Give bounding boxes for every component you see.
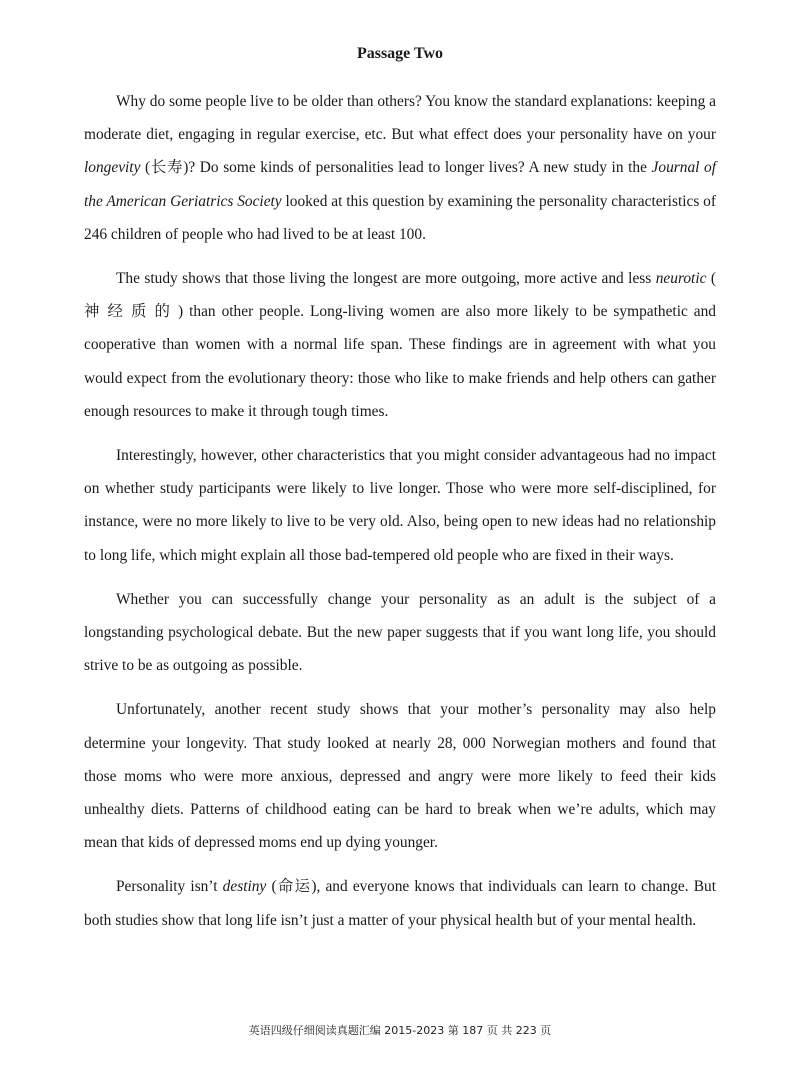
italic-term: neurotic bbox=[655, 270, 707, 288]
paragraph bbox=[84, 870, 716, 936]
passage-body bbox=[84, 85, 716, 948]
paragraph-text: (长寿)? Do some kinds of personalities lead to longer lives? A new study in the bbox=[140, 159, 652, 177]
paragraph-text: ( 神 经 质 的 ) than other people. Long-living women are also more likely to be sympathetic and cooperative than women with a normal life span. These findings are in agreement with what you would expect from the evolutionary theory: those who like to make friends and help others can gather enough resources to make it through tough times. bbox=[84, 270, 716, 420]
page-footer: 英语四级仔细阅读真题汇编 2015-2023 第 187 页 共 223 页 bbox=[248, 1024, 552, 1037]
italic-term: destiny bbox=[222, 878, 267, 896]
paragraph-text: Personality isn’t bbox=[116, 878, 223, 896]
paragraph bbox=[84, 583, 716, 683]
paragraph bbox=[84, 693, 716, 859]
paragraph-text: Unfortunately, another recent study shows that your mother’s personality may also help determine your longevity. That study looked at nearly 28, 000 Norwegian mothers and found that those moms who were more anxious, depressed and angry were more likely to feed their kids unhealthy diets. Patterns of childhood eating can be hard to break when we’re adults, which may mean that kids of depressed moms end up dying younger. bbox=[84, 701, 716, 852]
paragraph-text: The study shows that those living the longest are more outgoing, more active and less bbox=[116, 270, 656, 288]
paragraph-text: Whether you can successfully change your personality as an adult is the subject of a longstanding psychological debate. But the new paper suggests that if you want long life, you should strive to be as outgoing as possible. bbox=[84, 590, 716, 675]
italic-term: Journal of the American Geriatrics Society bbox=[84, 159, 717, 210]
paragraph-text: (命运), and everyone knows that individuals can learn to change. But both studies show that long life isn’t just a matter of your physical health but of your mental health. bbox=[84, 878, 716, 929]
paragraph-text: Why do some people live to be older than others? You know the standard explanations: keeping a moderate diet, engaging in regular exercise, etc. But what effect does your personality have on your bbox=[84, 93, 716, 144]
paragraph-text: looked at this question by examining the personality characteristics of 246 children of people who had lived to be at least 100. bbox=[84, 192, 716, 243]
paragraph-text: Interestingly, however, other characteristics that you might consider advantageous had no impact on whether study participants were likely to live longer. Those who were more self-disciplined, for instance, were no more likely to live to be very old. Also, being open to new ideas had no relationship to long life, which might explain all those bad-tempered old people who are fixed in their ways. bbox=[84, 447, 716, 564]
passage-title: Passage Two bbox=[356, 45, 444, 62]
paragraph bbox=[84, 439, 716, 572]
paragraph bbox=[84, 262, 716, 428]
paragraph bbox=[84, 85, 716, 251]
italic-term: longevity bbox=[84, 159, 141, 177]
